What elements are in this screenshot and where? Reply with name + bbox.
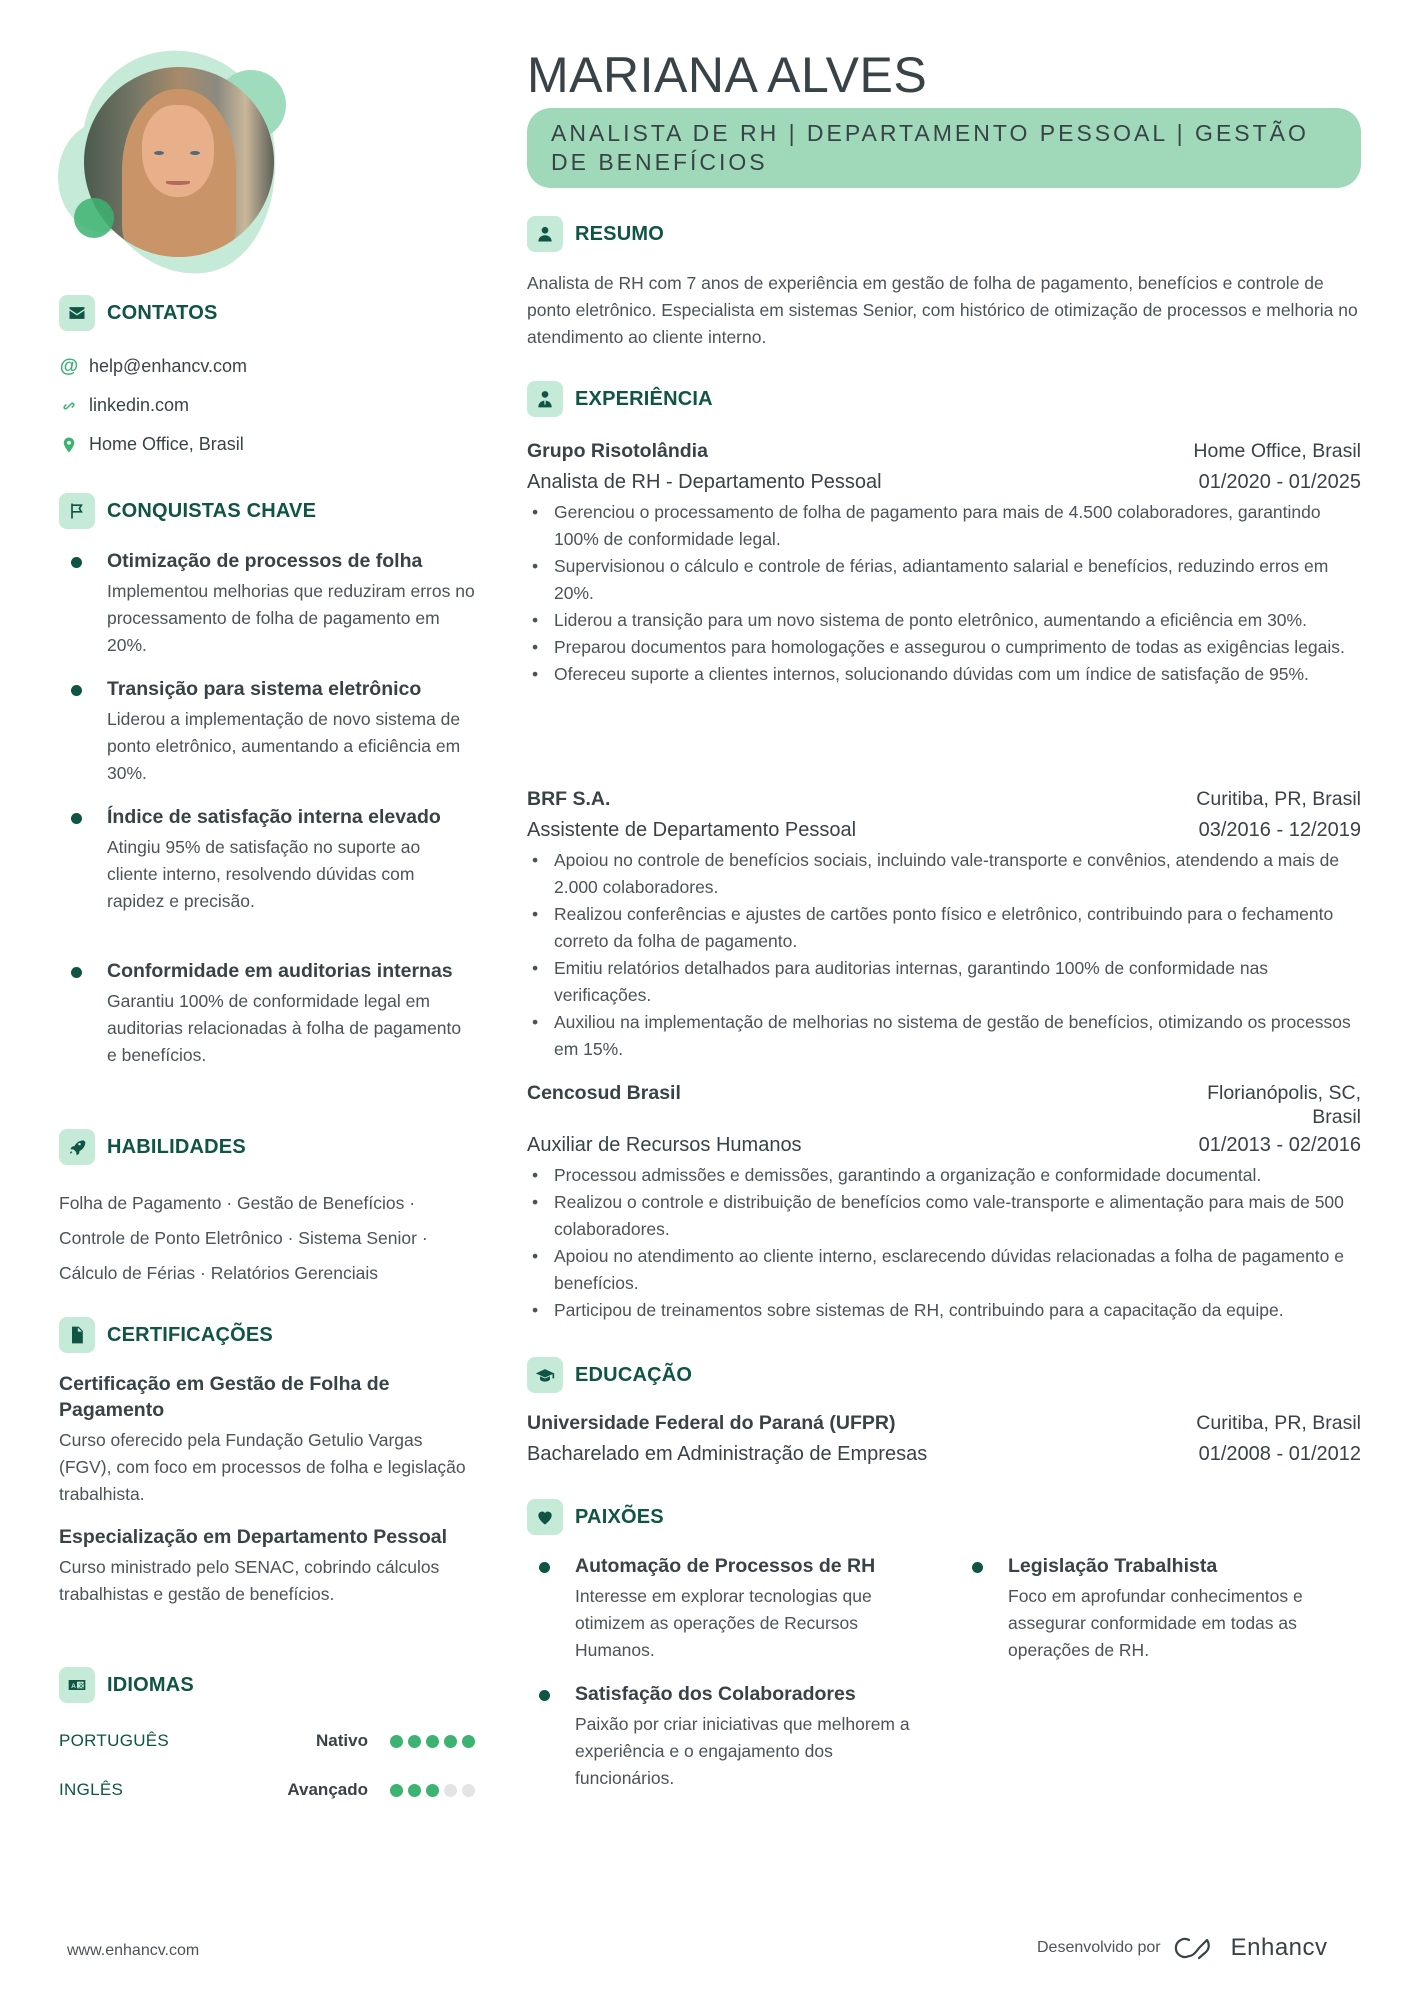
briefcase-user-icon [527, 381, 563, 417]
contact-linkedin[interactable]: linkedin.com [59, 395, 189, 416]
job-location: Home Office, Brasil [1193, 440, 1361, 462]
company-name: Grupo Risotolândia [527, 440, 708, 462]
decorative-dot [74, 198, 114, 238]
school-name: Universidade Federal do Paraná (UFPR) [527, 1412, 896, 1434]
certification-item: Especialização em Departamento Pessoal Curso ministrado pelo SENAC, cobrindo cálculos trabalhistas e gestão de benefícios. [59, 1526, 448, 1604]
proficiency-dots [390, 1735, 475, 1748]
powered-by-label: Desenvolvido por [1037, 1939, 1161, 1956]
job-bullet: • Ofereceu suporte a clientes internos, solucionando dúvidas com um índice de satisfação de 95%. [527, 661, 1361, 688]
school-location: Curitiba, PR, Brasil [1196, 1412, 1361, 1434]
contact-email[interactable]: @ help@enhancv.com [59, 355, 248, 377]
achievement-item: Índice de satisfação interna elevado Atingiu 95% de satisfação no suporte ao cliente interno, resolvendo dúvidas com rapidez e precisão. [59, 804, 475, 915]
job-bullet: • Preparou documentos para homologações e assegurou o cumprimento de todas as exigências legais. [527, 634, 1361, 661]
headline-text: ANALISTA DE RH | DEPARTAMENTO PESSOAL | GESTÃO DE BENEFÍCIOS [551, 120, 1309, 175]
graduation-cap-icon [527, 1357, 563, 1393]
skills-list: Folha de Pagamento · Gestão de Benefícios · Controle de Ponto Eletrônico · Sistema Senior · Cálculo de Férias · Relatórios Gerenciais [59, 1193, 428, 1283]
candidate-name: MARIANA ALVES [527, 47, 928, 103]
at-icon: @ [59, 355, 79, 377]
translate-icon [59, 1667, 95, 1703]
footer-website-link[interactable]: www.enhancv.com [67, 1942, 200, 1959]
document-icon [59, 1317, 95, 1353]
rocket-icon [59, 1129, 95, 1165]
job-dates: 01/2013 - 02/2016 [1198, 1134, 1361, 1156]
job-role: Analista de RH - Departamento Pessoal [527, 471, 882, 493]
experience-entry [527, 1078, 1361, 1324]
education-dates: 01/2008 - 01/2012 [1198, 1443, 1361, 1465]
link-icon [59, 396, 79, 416]
location-pin-icon [59, 435, 79, 455]
job-bullet: • Participou de treinamentos sobre sistemas de RH, contribuindo para a capacitação da equipe. [527, 1297, 1361, 1324]
user-icon [527, 216, 563, 252]
section-summary-heading: RESUMO [527, 216, 664, 252]
job-location: Curitiba, PR, Brasil [1196, 788, 1361, 810]
section-contacts-heading: CONTATOS [59, 295, 218, 331]
section-education-heading: EDUCAÇÃO [527, 1357, 692, 1393]
footer-branding[interactable] [1037, 1934, 1328, 1962]
job-role: Assistente de Departamento Pessoal [527, 819, 857, 841]
job-role: Auxiliar de Recursos Humanos [527, 1134, 802, 1156]
experience-entry [527, 436, 1361, 688]
section-skills-heading: HABILIDADES [59, 1129, 246, 1165]
heart-icon [527, 1499, 563, 1535]
summary-text: Analista de RH com 7 anos de experiência em gestão de folha de pagamento, benefícios e controle de ponto eletrônico. Especialista em sistemas Senior, com histórico de otimização de processos e melhoria no atendimento ao cliente interno. [527, 273, 1358, 347]
language-row: INGLÊS Avançado [59, 1778, 475, 1802]
flag-icon [59, 493, 95, 529]
company-name: Cencosud Brasil [527, 1082, 681, 1104]
section-achievements-heading: CONQUISTAS CHAVE [59, 493, 316, 529]
section-languages-heading: A 文 IDIOMAS [59, 1667, 194, 1703]
language-row: PORTUGUÊS Nativo [59, 1729, 475, 1753]
company-name: BRF S.A. [527, 788, 611, 810]
job-location: Florianópolis, SC, Brasil [1207, 1082, 1361, 1128]
job-bullet: • Apoiou no controle de benefícios sociais, incluindo vale-transporte e convênios, atendendo a mais de 2.000 colaboradores. [527, 847, 1361, 901]
avatar [84, 67, 274, 257]
job-bullet: • Supervisionou o cálculo e controle de férias, adiantamento salarial e benefícios, reduzindo erros em 20%. [527, 553, 1361, 607]
job-bullet: • Liderou a transição para um novo sistema de ponto eletrônico, aumentando a eficiência em 30%. [527, 607, 1361, 634]
svg-text:文: 文 [78, 1683, 84, 1690]
passion-item: Legislação Trabalhista Foco em aprofundar conhecimentos e assegurar conformidade em todas as operações de RH. [960, 1553, 1360, 1664]
section-passions-heading: PAIXÕES [527, 1499, 664, 1535]
job-bullet: • Processou admissões e demissões, garantindo a organização e conformidade documental. [527, 1162, 1361, 1189]
degree: Bacharelado em Administração de Empresas [527, 1443, 928, 1465]
experience-entry [527, 784, 1361, 1063]
passion-item: Automação de Processos de RH Interesse em explorar tecnologias que otimizem as operações de Recursos Humanos. [527, 1553, 927, 1664]
svg-text:A: A [71, 1682, 76, 1690]
education-entry [527, 1408, 1361, 1470]
certification-item: Certificação em Gestão de Folha de Pagamento Curso oferecido pela Fundação Getulio Vargas (FGV), com foco em processos de folha e legislação trabalhista. [59, 1373, 466, 1504]
job-bullet: • Realizou o controle e distribuição de benefícios como vale-transporte e alimentação para mais de 500 colaboradores. [527, 1189, 1361, 1243]
job-bullet: • Auxiliou na implementação de melhorias no sistema de gestão de benefícios, otimizando os processos em 15%. [527, 1009, 1361, 1063]
section-certifications-heading: CERTIFICAÇÕES [59, 1317, 273, 1353]
proficiency-dots [390, 1784, 475, 1797]
profile-photo [58, 50, 288, 280]
passion-item: Satisfação dos Colaboradores Paixão por criar iniciativas que melhorem a experiência e o engajamento dos funcionários. [527, 1681, 927, 1792]
achievement-item: Transição para sistema eletrônico Liderou a implementação de novo sistema de ponto eletrônico, aumentando a eficiência em 30%. [59, 676, 475, 787]
envelope-icon [59, 295, 95, 331]
contact-location: Home Office, Brasil [59, 434, 244, 455]
enhancv-brand-name: Enhancv [1230, 1934, 1328, 1961]
job-dates: 03/2016 - 12/2019 [1198, 819, 1361, 841]
section-experience-heading: EXPERIÊNCIA [527, 381, 713, 417]
job-bullet: • Gerenciou o processamento de folha de pagamento para mais de 4.500 colaboradores, garantindo 100% de conformidade legal. [527, 499, 1361, 553]
job-bullet: • Realizou conferências e ajustes de cartões ponto físico e eletrônico, contribuindo para o fechamento correto da folha de pagamento. [527, 901, 1361, 955]
job-dates: 01/2020 - 01/2025 [1198, 471, 1361, 493]
job-bullet: • Emitiu relatórios detalhados para auditorias internas, garantindo 100% de conformidade nas verificações. [527, 955, 1361, 1009]
achievement-item: Conformidade em auditorias internas Garantiu 100% de conformidade legal em auditorias relacionadas à folha de pagamento e benefícios. [59, 958, 475, 1069]
job-bullet: • Apoiou no atendimento ao cliente interno, esclarecendo dúvidas relacionadas a folha de pagamento e benefícios. [527, 1243, 1361, 1297]
enhancv-logo-icon [1173, 1934, 1219, 1962]
achievement-item: Otimização de processos de folha Implementou melhorias que reduziram erros no processamento de folha de pagamento em 20%. [59, 548, 475, 659]
headline-box [527, 108, 1361, 188]
